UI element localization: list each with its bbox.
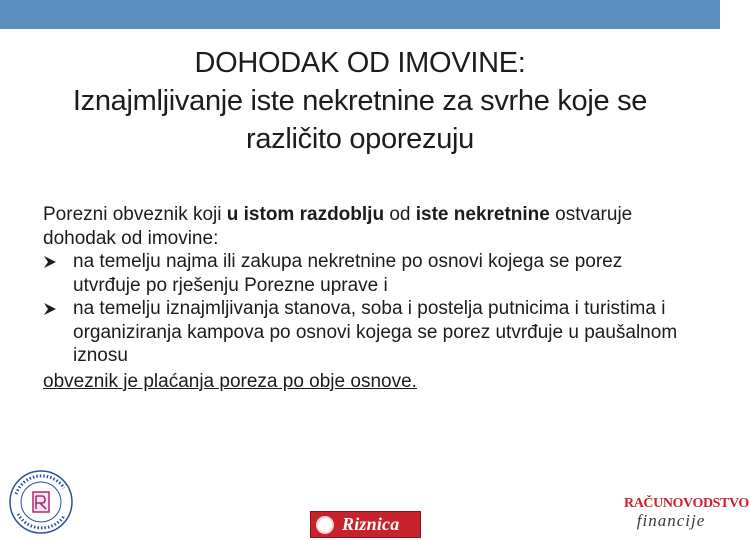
riznica-logo — [310, 511, 421, 538]
riznica-emblem-icon — [316, 516, 334, 534]
conclusion-text: obveznik je plaćanja poreza po obje osnove. — [43, 370, 417, 392]
bullet-item-1 — [43, 250, 683, 297]
top-accent-bar — [0, 0, 720, 29]
title-line-1: DOHODAK OD IMOVINE: — [194, 47, 526, 79]
bullet-item-2 — [43, 297, 683, 368]
intro-text-3: ostvaruje dohodak od imovine: — [43, 204, 633, 249]
bullet-text-2: na temelju iznajmljivanja stanova, soba i postelja putnicima i turistima i organiziranja kampova po osnovi kojega se porez utvrđuje u paušalnom iznosu — [73, 298, 678, 366]
association-seal-logo — [6, 466, 76, 534]
title-line-2: Iznajmljivanje iste nekretnine za svrhe koje se — [72, 85, 648, 117]
riznica-wordmark: Riznica — [342, 514, 400, 534]
intro-bold-property: iste nekretnine — [415, 204, 550, 225]
title-line-3: različito oporezuju — [245, 123, 475, 155]
logo-right-line-2: financije — [636, 511, 706, 530]
arrowhead-bullet-icon — [43, 297, 65, 316]
intro-text-1: Porezni obveznik koji — [43, 204, 227, 225]
bullet-text-1: na temelju najma ili zakupa nekretnine po osnovi kojega se porez utvrđuje po rješenju Porezne uprave i — [73, 251, 623, 296]
racunovodstvo-financije-logo — [624, 496, 749, 536]
slide-title — [20, 44, 700, 158]
intro-paragraph — [43, 203, 683, 250]
intro-text-2: od — [384, 204, 416, 225]
arrowhead-bullet-icon — [43, 250, 65, 269]
intro-bold-period: u istom razdoblju — [226, 204, 385, 225]
slide-body — [43, 203, 683, 393]
logo-right-line-1: RAČUNOVODSTVO — [624, 496, 749, 511]
